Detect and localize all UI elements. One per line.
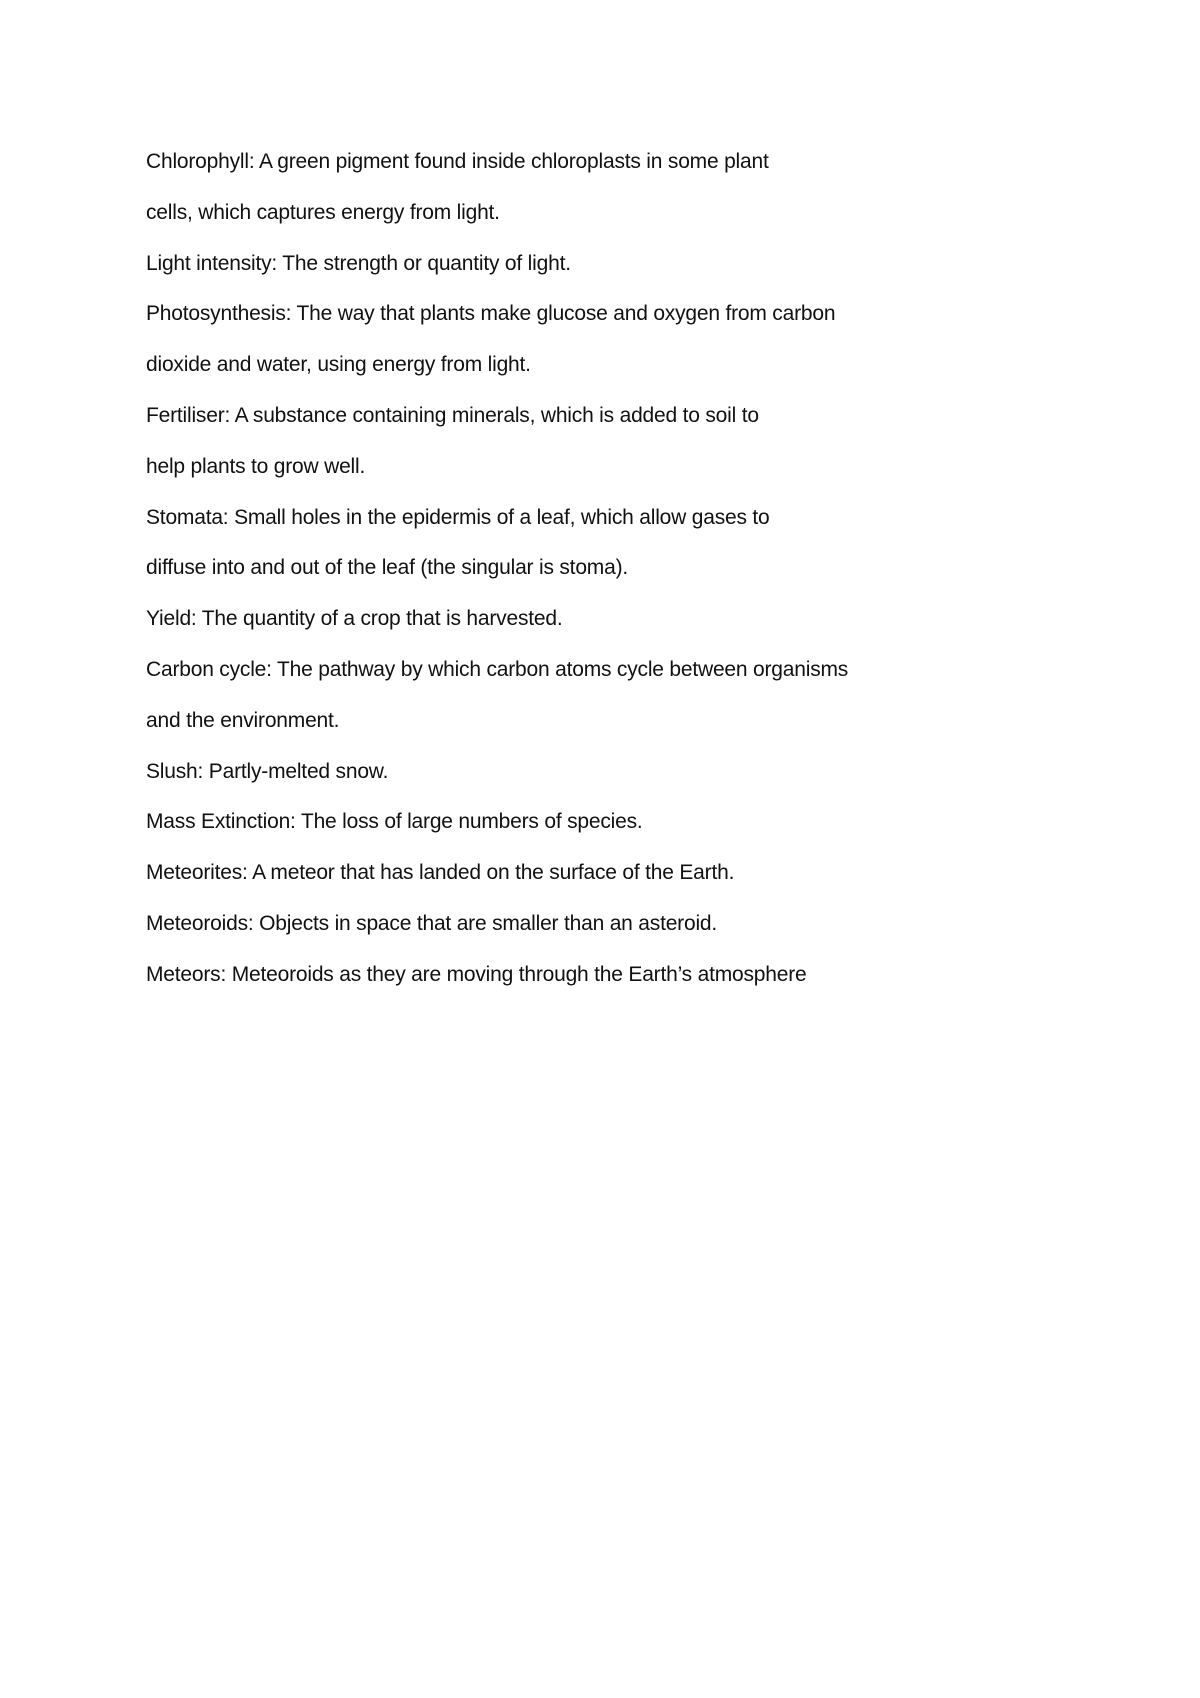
text-line: Yield: The quantity of a crop that is harvested.: [146, 607, 563, 631]
text-line: Chlorophyll: A green pigment found inside chloroplasts in some plant: [146, 150, 769, 173]
text-line: diffuse into and out of the leaf (the singular is stoma).: [146, 556, 628, 580]
text-line: dioxide and water, using energy from light.: [146, 353, 531, 377]
text-line: cells, which captures energy from light.: [146, 200, 500, 224]
text-line: Mass Extinction: The loss of large numbers of species.: [146, 810, 643, 834]
text-line: Meteoroids: Objects in space that are smaller than an asteroid.: [146, 911, 718, 935]
text-line: help plants to grow well.: [146, 454, 366, 478]
text-line: Fertiliser: A substance containing minerals, which is added to soil to: [146, 403, 759, 427]
text-line: and the environment.: [146, 708, 340, 732]
text-line: Stomata: Small holes in the epidermis of a leaf, which allow gases to: [146, 505, 770, 529]
text-line: Meteorites: A meteor that has landed on the surface of the Earth.: [146, 861, 735, 885]
text-line: Light intensity: The strength or quantity of light.: [146, 251, 571, 275]
text-line: Meteors: Meteoroids as they are moving through the Earth’s atmosphere: [146, 962, 807, 986]
text-line: Carbon cycle: The pathway by which carbon atoms cycle between organisms: [146, 657, 849, 681]
text-line: Slush: Partly-melted snow.: [146, 759, 389, 783]
glossary-text: [146, 145, 1146, 1009]
text-line: Photosynthesis: The way that plants make glucose and oxygen from carbon: [146, 302, 836, 326]
